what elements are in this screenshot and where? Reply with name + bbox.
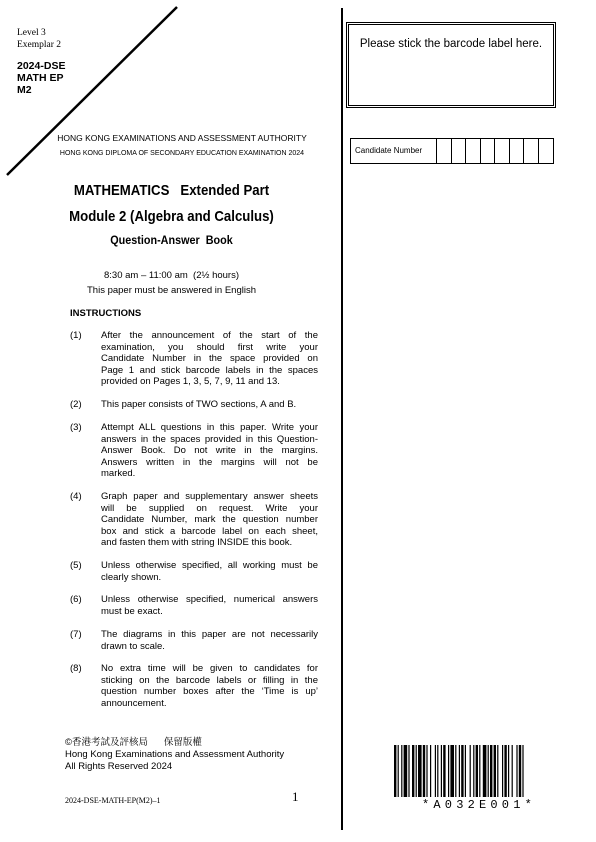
instruction-line: clearly shown. xyxy=(101,571,162,583)
barcode-label-instruction: Please stick the barcode label here. xyxy=(359,38,543,50)
barcode-bar xyxy=(441,745,442,797)
instruction-line: drawn to scale. xyxy=(101,640,165,652)
barcode-bar xyxy=(497,745,498,797)
instruction-line: Page 1 and stick barcode labels in the spaces xyxy=(101,364,318,376)
copyright-block xyxy=(65,737,284,773)
barcode-bar xyxy=(519,745,521,797)
paper-code-line2: MATH EP xyxy=(17,72,64,84)
instruction-text xyxy=(101,422,318,480)
instruction-text xyxy=(101,560,318,583)
barcode-bar xyxy=(430,745,431,797)
barcode-bar xyxy=(455,745,456,797)
instruction-line: announcement. xyxy=(101,697,167,709)
barcode-bar xyxy=(435,745,436,797)
instruction-number: (4) xyxy=(70,491,82,502)
subject-title: MATHEMATICS Extended Part xyxy=(73,182,270,199)
instruction-line: examination, you should first write your xyxy=(101,341,318,353)
instruction-line: Unless otherwise specified, numerical answers xyxy=(101,594,318,605)
barcode-bar xyxy=(437,745,438,797)
barcode-bar xyxy=(490,745,492,797)
barcode-bar xyxy=(423,745,425,797)
instruction-number: (5) xyxy=(70,560,82,571)
barcode-bar xyxy=(401,745,402,797)
barcode-bar xyxy=(408,745,409,797)
instruction-line: Graph paper and supplementary answer sheets xyxy=(101,491,318,502)
candidate-number-cell[interactable] xyxy=(495,139,510,163)
instruction-line: Attempt ALL questions in this paper. Write your xyxy=(101,422,318,433)
barcode-label-box xyxy=(346,22,556,108)
barcode-image xyxy=(394,745,564,797)
instruction-line: box and stick a barcode label on each sheet, xyxy=(101,525,318,537)
barcode-bar xyxy=(416,745,417,797)
authority-name: HONG KONG EXAMINATIONS AND ASSESSMENT AUTHORITY xyxy=(57,133,307,143)
instruction-line: question number boxes after the ‘Time is up’ xyxy=(101,686,318,698)
candidate-number-label: Candidate Number xyxy=(351,139,437,163)
instruction-line: marked. xyxy=(101,468,136,480)
page-number: 1 xyxy=(292,789,299,804)
vertical-divider xyxy=(341,8,343,830)
instruction-text xyxy=(101,663,318,709)
instruction-number: (6) xyxy=(70,594,82,605)
barcode-bar xyxy=(502,745,503,797)
barcode-bar xyxy=(470,745,471,797)
candidate-number-cell[interactable] xyxy=(466,139,481,163)
paper-code-line1: 2024-DSE xyxy=(17,60,66,72)
barcode-bar xyxy=(461,745,463,797)
instruction-line: Answers written in the margins will not be xyxy=(101,456,318,468)
instruction-number: (8) xyxy=(70,663,82,674)
candidate-number-cell[interactable] xyxy=(510,139,525,163)
instruction-number: (1) xyxy=(70,330,82,341)
instruction-line: must be exact. xyxy=(101,605,163,617)
candidate-number-box xyxy=(350,138,554,164)
barcode-bar xyxy=(412,745,414,797)
barcode-bar xyxy=(450,745,454,797)
barcode-bar xyxy=(508,745,509,797)
instruction-line: Candidate Number in the space provided on xyxy=(101,353,318,365)
exemplar-text: Exemplar 2 xyxy=(17,40,62,50)
instruction-line: Candidate Number, mark the question number xyxy=(101,514,318,526)
exam-time: 8:30 am – 11:00 am (2½ hours) xyxy=(103,270,239,281)
barcode-bar xyxy=(394,745,396,797)
barcode-bar xyxy=(418,745,422,797)
instruction-line: and fasten them with string INSIDE this book. xyxy=(101,537,293,549)
instructions-heading: INSTRUCTIONS xyxy=(70,308,142,319)
exam-name: HONG KONG DIPLOMA OF SECONDARY EDUCATION EXAMINATION 2024 xyxy=(59,150,305,157)
barcode-bar xyxy=(426,745,427,797)
module-title: Module 2 (Algebra and Calculus) xyxy=(69,208,274,225)
barcode-bar xyxy=(473,745,474,797)
instruction-line: answers in the spaces provided in this Question- xyxy=(101,433,318,445)
instruction-line: After the announcement of the start of the xyxy=(101,330,318,341)
barcode-bar xyxy=(398,745,399,797)
candidate-number-cell[interactable] xyxy=(524,139,539,163)
barcode-bar xyxy=(516,745,517,797)
instruction-line: No extra time will be given to candidates for xyxy=(101,663,318,674)
language-note: This paper must be answered in English xyxy=(87,285,256,296)
paper-code-line3: M2 xyxy=(17,84,32,96)
instruction-text xyxy=(101,629,318,652)
barcode-bar xyxy=(494,745,496,797)
barcode-bar xyxy=(522,745,523,797)
barcode-bar xyxy=(443,745,445,797)
barcode-bar xyxy=(504,745,506,797)
instruction-text xyxy=(101,594,318,617)
instruction-number: (7) xyxy=(70,629,82,640)
instruction-number: (3) xyxy=(70,422,82,433)
copyright-rights: All Rights Reserved 2024 xyxy=(65,761,173,772)
instruction-line: Unless otherwise specified, all working must be xyxy=(101,560,318,571)
copyright-authority: Hong Kong Examinations and Assessment Authority xyxy=(65,749,285,760)
candidate-number-cell[interactable] xyxy=(437,139,452,163)
paper-code xyxy=(17,60,65,96)
instruction-line: provided on Pages 1, 3, 5, 7, 9, 11 and 13. xyxy=(101,376,280,388)
instruction-line: This paper consists of TWO sections, A and B. xyxy=(101,399,297,410)
barcode-bar xyxy=(488,745,489,797)
candidate-number-cell[interactable] xyxy=(539,139,554,163)
instruction-text xyxy=(101,399,318,411)
instruction-line: sticking on the barcode labels or filling in the xyxy=(101,674,318,686)
instruction-line: The diagrams in this paper are not necessarily xyxy=(101,629,318,640)
candidate-number-cell[interactable] xyxy=(481,139,496,163)
level-label xyxy=(17,27,61,51)
candidate-number-cell[interactable] xyxy=(452,139,467,163)
copyright-chinese: 香港考試及評核局 xyxy=(72,737,149,748)
instruction-text xyxy=(101,330,318,388)
barcode-bar xyxy=(476,745,478,797)
barcode-bar xyxy=(483,745,487,797)
barcode-bar xyxy=(448,745,449,797)
copyright-chinese-rights: 保留版權 xyxy=(163,737,202,748)
level-text: Level 3 xyxy=(17,28,46,38)
copyright-symbol: © xyxy=(65,737,72,748)
barcode-bar xyxy=(465,745,466,797)
barcode-bar xyxy=(512,745,513,797)
barcode-bar xyxy=(479,745,480,797)
barcode-text: *A032E001* xyxy=(421,798,536,812)
instruction-line: will be supplied on request. Write your xyxy=(101,502,318,514)
instruction-line: Answer Book. Do not write in the margins. xyxy=(101,445,318,457)
barcode-bar xyxy=(459,745,460,797)
book-title: Question-Answer Book xyxy=(110,233,233,247)
instruction-text xyxy=(101,491,318,549)
instruction-number: (2) xyxy=(70,399,82,410)
barcode-bar xyxy=(404,745,408,797)
footer-code: 2024-DSE-MATH-EP(M2)–1 xyxy=(65,796,161,805)
